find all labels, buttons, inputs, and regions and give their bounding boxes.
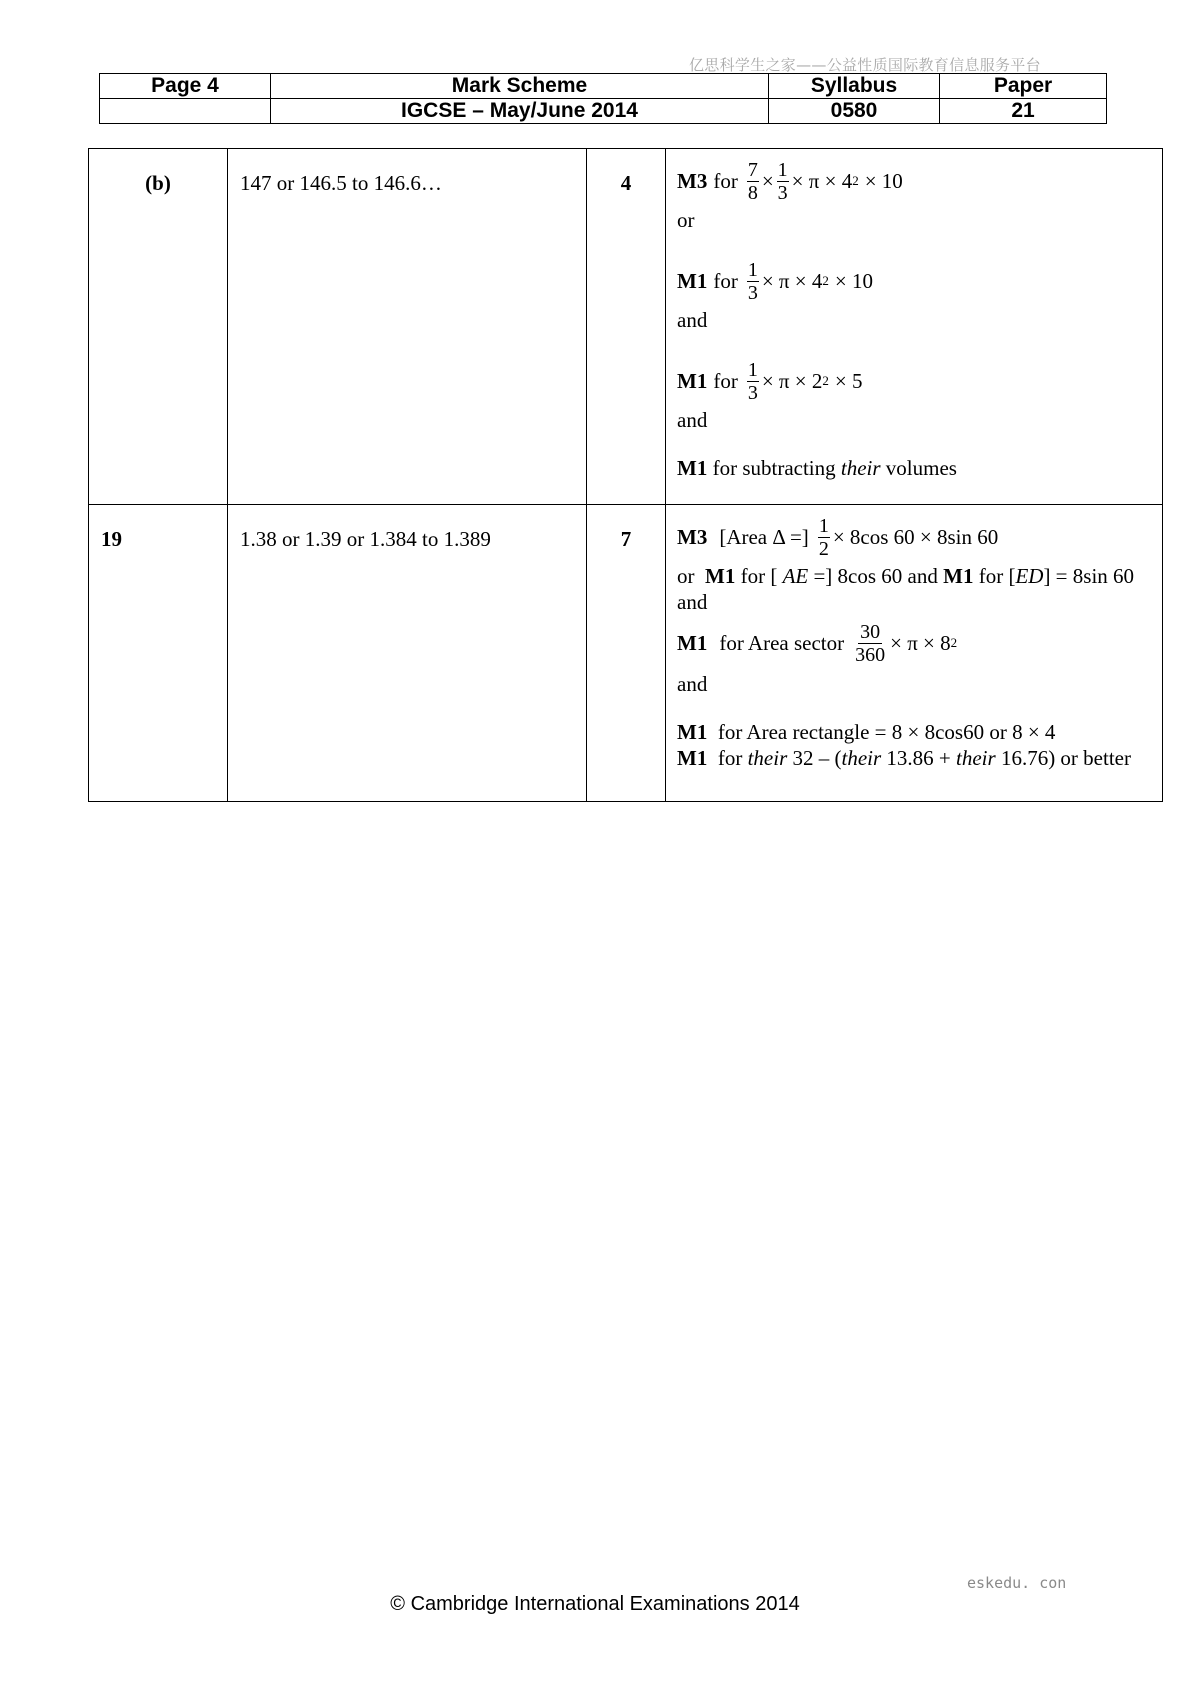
paper-label: Paper <box>940 74 1107 99</box>
guidance-text: volumes <box>885 456 957 480</box>
header-empty-cell <box>100 99 271 124</box>
mark-code: M1 <box>677 268 708 293</box>
guidance-text: ] = 8sin 60 <box>1043 564 1135 588</box>
marks-cell: 7 <box>587 505 666 802</box>
math-expression: × π × 4 <box>791 168 853 193</box>
mark-code: M1 <box>943 564 974 588</box>
table-row <box>89 505 1163 802</box>
guidance-line <box>677 511 1162 563</box>
watermark-top: 亿思科学生之家——公益性质国际教育信息服务平台 <box>689 56 1041 74</box>
connector-and: and <box>677 308 708 332</box>
fraction-denominator: 3 <box>747 381 758 404</box>
fraction-numerator: 1 <box>777 158 788 181</box>
guidance-text: for <box>717 746 743 770</box>
math-expression: × π × 8 <box>890 630 951 655</box>
page-number: Page 4 <box>100 74 271 99</box>
connector-and: and <box>677 408 708 432</box>
guidance-text: 16.76) or better <box>1000 746 1131 770</box>
fraction <box>747 159 759 204</box>
marks-cell: 4 <box>587 149 666 505</box>
guidance-text: for Area sector <box>719 630 845 655</box>
fraction-denominator: 3 <box>747 281 758 304</box>
guidance-text: for Area rectangle = 8 × 8cos60 or 8 × 4 <box>717 720 1056 744</box>
fraction <box>747 359 759 404</box>
mark-code: M1 <box>705 564 736 588</box>
mark-code: M1 <box>677 368 708 393</box>
guidance-text: 32 – ( <box>792 746 842 770</box>
their-keyword: their <box>956 746 996 770</box>
guidance-line: M3 for $\frac{7}{8}$ × $\frac{1}{3}$ × π × 4 2 × 10 <box>677 158 903 204</box>
answer-cell: 147 or 146.5 to 146.6… <box>228 149 587 505</box>
guidance-text: for <box>713 268 738 293</box>
answer-cell: 1.38 or 1.39 or 1.384 to 1.389 <box>228 505 587 802</box>
mark-scheme-table <box>88 148 1163 802</box>
math-expression: × 5 <box>834 368 863 393</box>
fraction-denominator: 360 <box>855 643 886 666</box>
guidance-line <box>677 745 1162 771</box>
math-expression: × 10 <box>834 268 873 293</box>
guidance-text: for <box>713 368 738 393</box>
exam-session: IGCSE – May/June 2014 <box>271 99 769 124</box>
mark-code: M1 <box>677 630 708 655</box>
fraction-numerator: 30 <box>860 620 881 643</box>
their-keyword: their <box>840 456 881 480</box>
connector-or: or <box>677 208 695 232</box>
fraction-numerator: 7 <box>747 158 758 181</box>
syllabus-code: 0580 <box>769 99 940 124</box>
fraction <box>777 159 789 204</box>
fraction <box>747 259 759 304</box>
connector-or: or <box>677 564 695 588</box>
mark-code: M1 <box>677 746 708 770</box>
fraction-denominator: 8 <box>747 181 758 204</box>
mark-code: M1 <box>677 456 708 480</box>
their-keyword: their <box>841 746 882 770</box>
guidance-text: [Area Δ =] <box>719 524 809 549</box>
document-title: Mark Scheme <box>271 74 769 99</box>
guidance-cell <box>666 149 1163 505</box>
fraction <box>818 515 830 560</box>
math-expression: × π × 2 <box>761 368 823 393</box>
mark-code: M3 <box>677 168 708 193</box>
connector-and: and <box>677 590 708 614</box>
math-expression: × π × 4 <box>761 268 823 293</box>
mark-code: M3 <box>677 524 708 549</box>
segment-label: AE <box>782 564 809 588</box>
mark-code: M1 <box>677 720 708 744</box>
guidance-line <box>677 455 1162 481</box>
fraction-numerator: 1 <box>818 514 829 537</box>
footer <box>0 1593 1190 1616</box>
guidance-cell <box>666 505 1163 802</box>
guidance-line: M1 for $\frac{1}{3}$ × π × 4 2 × 10 <box>677 258 873 304</box>
guidance-line: M1 for Area sector $\frac{30}{360}$ × π × 8 2 <box>677 620 958 666</box>
math-expression: × 8cos 60 × 8sin 60 <box>832 524 999 549</box>
guidance-text: 13.86 + <box>886 746 951 770</box>
guidance-text: for [ <box>978 564 1016 588</box>
guidance-text: for <box>713 168 738 193</box>
guidance-text: for subtracting <box>712 456 836 480</box>
watermark-bottom: eskedu. con <box>967 1574 1067 1592</box>
fraction-numerator: 1 <box>747 258 758 281</box>
header-table <box>99 73 1107 124</box>
copyright-text: © Cambridge International Examinations 2014 <box>390 1593 800 1615</box>
guidance-line <box>677 719 1162 745</box>
guidance-text: for [ <box>740 564 778 588</box>
fraction-denominator: 2 <box>818 537 829 560</box>
paper-number: 21 <box>940 99 1107 124</box>
segment-label: ED <box>1015 564 1044 588</box>
connector-and: and <box>677 672 708 696</box>
their-keyword: their <box>747 746 788 770</box>
question-number: 19 <box>89 505 228 802</box>
guidance-text: =] 8cos 60 and <box>813 564 938 588</box>
fraction-numerator: 1 <box>747 358 758 381</box>
fraction <box>853 621 887 666</box>
syllabus-label: Syllabus <box>769 74 940 99</box>
guidance-line: M1 for $\frac{1}{3}$ × π × 2 2 × 5 <box>677 358 863 404</box>
math-expression: × 10 <box>864 168 903 193</box>
table-row <box>89 149 1163 505</box>
question-part: (b) <box>89 149 228 505</box>
fraction-denominator: 3 <box>777 181 788 204</box>
guidance-line <box>677 563 1162 589</box>
